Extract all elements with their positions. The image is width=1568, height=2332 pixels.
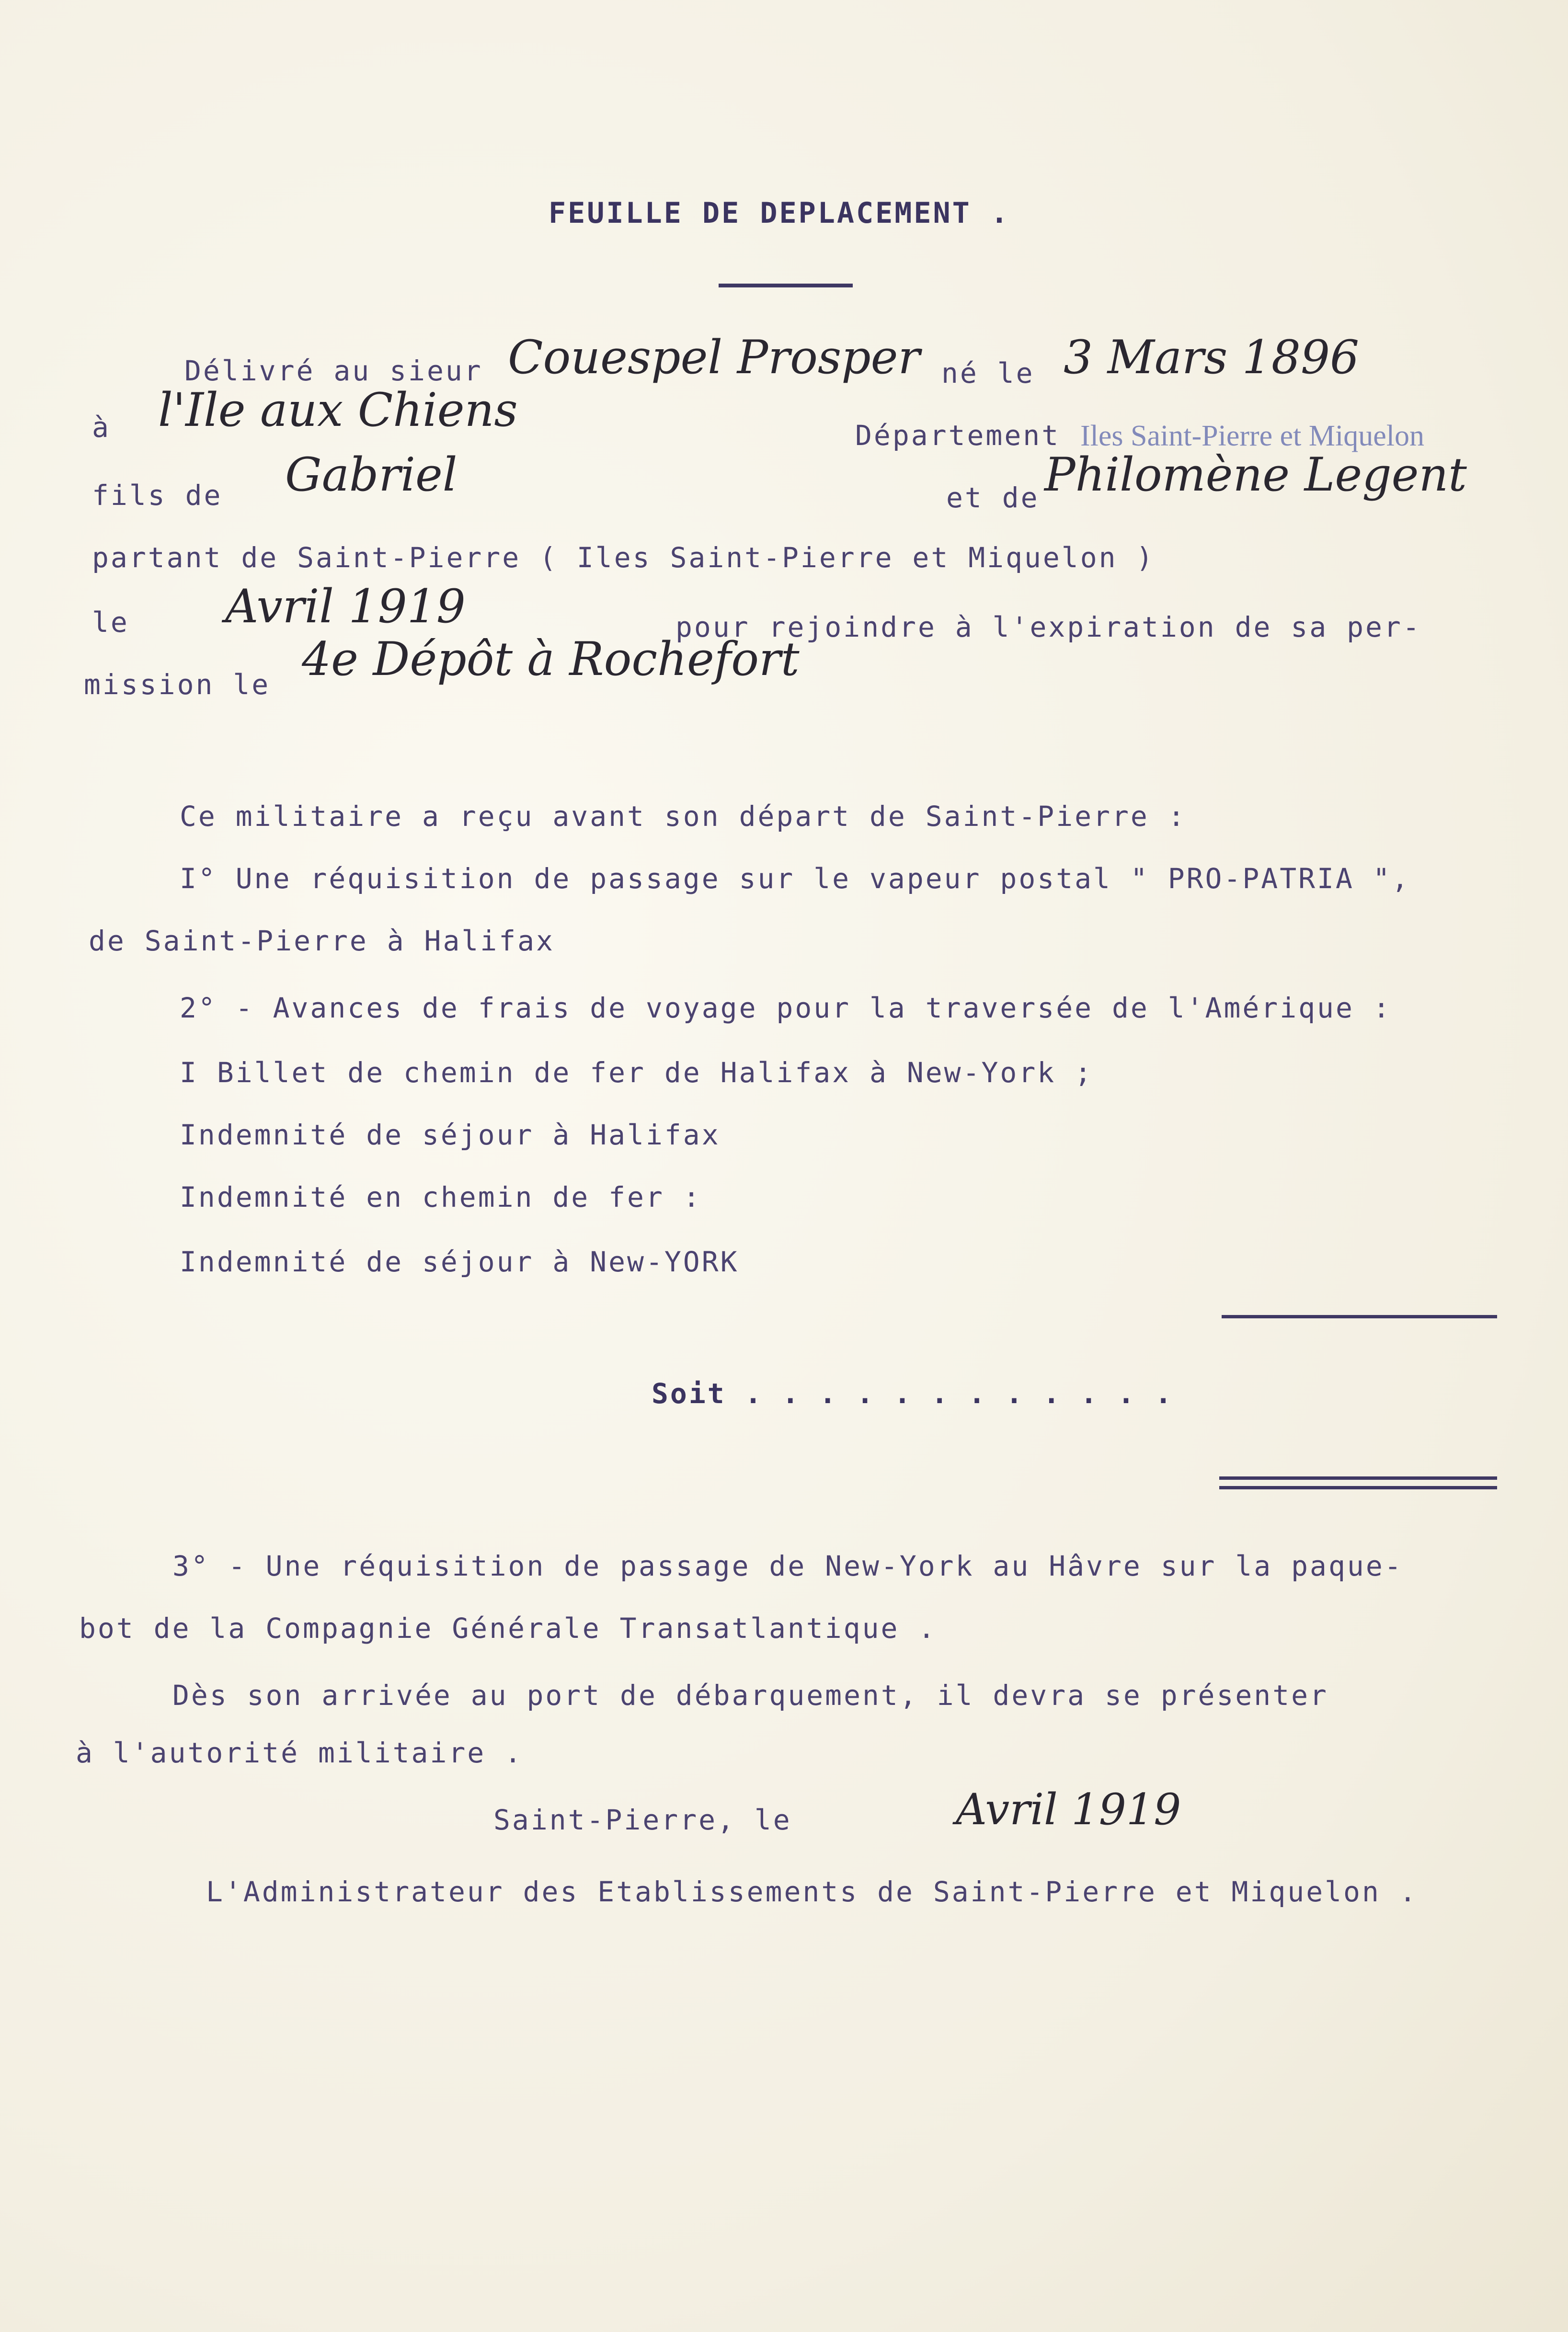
total-rule-2 [1219,1486,1497,1489]
item-2-advances: 2° - Avances de frais de voyage pour la traversée de l'Amérique : [180,992,1392,1024]
total-line: Soit . . . . . . . . . . . . [652,1377,1174,1410]
item-3-requisition: 3° - Une réquisition de passage de New-York au Hâvre sur la paque- [172,1550,1403,1582]
subtotal-rule [1222,1315,1497,1318]
name-handwritten: Couespel Prosper [508,331,920,384]
destination-handwritten: 4e Dépôt à Rochefort [302,632,800,686]
rejoin-line: pour rejoindre à l'expiration de sa per- [675,611,1421,643]
item-3-company: bot de la Compagnie Générale Transatlantique . [79,1612,937,1645]
date-label: le [92,606,129,639]
mother-handwritten: Philomène Legent [1044,448,1467,502]
administrator-signature-line: L'Administrateur des Etablissements de Saint-Pierre et Miquelon . [206,1875,1418,1908]
arrival-authority: à l'autorité militaire . [76,1737,524,1769]
signing-date-handwritten: Avril 1919 [956,1784,1181,1835]
birthplace-handwritten: l'Ile aux Chiens [158,383,518,437]
item-2-newyork-stay: Indemnité de séjour à New-YORK [180,1246,739,1278]
department-label: Département [855,419,1061,452]
leave-date-handwritten: Avril 1919 [225,580,466,633]
place-date-label: Saint-Pierre, le [493,1804,792,1836]
departing-line: partant de Saint-Pierre ( Iles Saint-Pierre et Miquelon ) [92,541,1155,574]
item-1-route: de Saint-Pierre à Halifax [89,925,555,957]
total-rule-1 [1219,1476,1497,1480]
item-2-train-ticket: I Billet de chemin de fer de Halifax à New-York ; [180,1056,1094,1089]
born-label: né le [941,357,1035,389]
arrival-instruction: Dès son arrivée au port de débarquement, il devra se présenter [172,1679,1328,1712]
item-2-halifax-stay: Indemnité de séjour à Halifax [180,1119,721,1151]
birthdate-handwritten: 3 Mars 1896 [1064,331,1360,384]
paragraph-received: Ce militaire a reçu avant son départ de Saint-Pierre : [180,800,1187,833]
and-of-label: et de [946,481,1040,514]
document-title: FEUILLE DE DEPLACEMENT . [549,196,1010,230]
item-1-requisition: I° Une réquisition de passage sur le vapeur postal " PRO-PATRIA ", [180,862,1410,895]
title-underline [719,284,853,287]
son-of-label: fils de [92,479,223,512]
at-label: à [92,411,111,444]
delivered-label: Délivré au sieur [184,354,483,387]
item-2-train-allowance: Indemnité en chemin de fer : [180,1181,702,1213]
permission-label: mission le [84,668,271,701]
father-handwritten: Gabriel [285,448,458,502]
department-stamp: Iles Saint-Pierre et Miquelon [1080,420,1424,452]
